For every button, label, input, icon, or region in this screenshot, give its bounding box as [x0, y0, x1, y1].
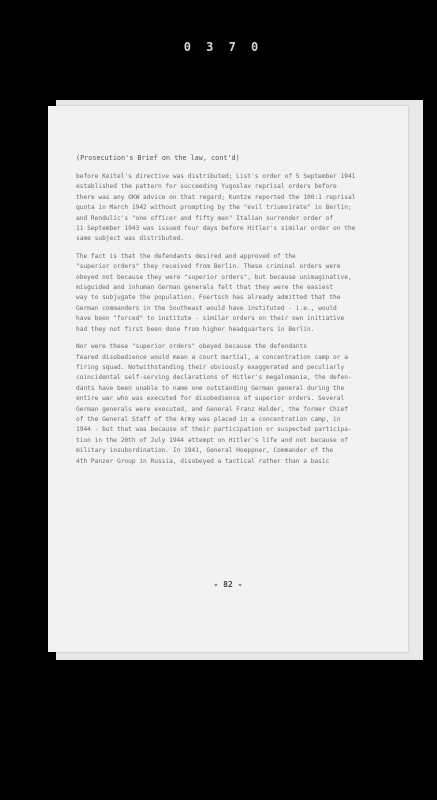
- text-line: "superior orders" they received from Berlin. These criminal orders were: [76, 263, 341, 271]
- document-page: [48, 106, 408, 652]
- document-body: [76, 172, 386, 474]
- document-id-stamp: 0 3 7 0: [183, 40, 263, 54]
- text-line: Nor were these "superior orders" obeyed because the defendants: [76, 343, 307, 351]
- text-line: German generals were executed, and General Franz Halder, the former Chief: [76, 405, 348, 413]
- text-line: 1944 - but that was because of their participation or suspected participa-: [76, 426, 352, 434]
- text-line: obeyed not because they were "superior orders", but because unimaginative,: [76, 273, 352, 281]
- text-line: The fact is that the defendants desired and approved of the: [76, 252, 296, 260]
- text-line: same subject was distributed.: [76, 235, 185, 243]
- text-line: feared disobedience would mean a court martial, a concentration camp or a: [76, 353, 348, 361]
- text-line: tion in the 20th of July 1944 attempt on Hitler's life and not because of: [76, 436, 348, 444]
- text-line: 11 September 1943 was issued four days before Hitler's similar order on the: [76, 225, 356, 233]
- page-number: - 82 -: [213, 580, 243, 589]
- text-line: 4th Panzer Group in Russia, disobeyed a tactical rather than a basic: [76, 457, 330, 465]
- text-line: way to subjugate the population. Foertsch has already admitted that the: [76, 294, 341, 302]
- document-header: (Prosecution's Brief on the law, cont'd): [76, 154, 240, 162]
- text-line: entire war who was executed for disobedience of superior orders. Several: [76, 395, 345, 403]
- paragraph-1: [76, 172, 386, 245]
- text-line: before Keitel's directive was distributed; List's order of 5 September 1941: [76, 173, 356, 180]
- text-line: had they not first been done from higher headquarters in Berlin.: [76, 325, 315, 333]
- text-line: there was any OKW advice on that regard; Kuntze reported the 100:1 reprisal: [76, 193, 356, 201]
- text-line: firing squad. Notwithstanding their obviously exaggerated and peculiarly: [76, 363, 345, 371]
- text-line: and Rendulic's "one officer and fifty men" Italian surrender order of: [76, 214, 334, 222]
- paragraph-2: [76, 252, 386, 335]
- text-line: established the pattern for succeeding Yugoslav reprisal orders before: [76, 183, 337, 191]
- text-line: military insubordination. In 1941, General Hoeppner, Commander of the: [76, 447, 334, 455]
- text-line: of the General Staff of the Army was placed in a concentration camp, in: [76, 415, 341, 423]
- text-line: German commanders in the Southeast would have instituted - i.e., would: [76, 304, 337, 312]
- paragraph-3: [76, 342, 386, 467]
- text-line: dants have been unable to name one outstanding German general during the: [76, 384, 345, 392]
- text-line: have been "forced" to institute - similar orders on their own initiative: [76, 315, 345, 323]
- text-line: coincidental self-serving declarations of Hitler's megalomania, the defen-: [76, 374, 352, 382]
- text-line: misguided and inhuman German generals felt that they were the easiest: [76, 284, 334, 292]
- text-line: quota in March 1942 without prompting by the "evil triumvirate" in Berlin;: [76, 204, 352, 212]
